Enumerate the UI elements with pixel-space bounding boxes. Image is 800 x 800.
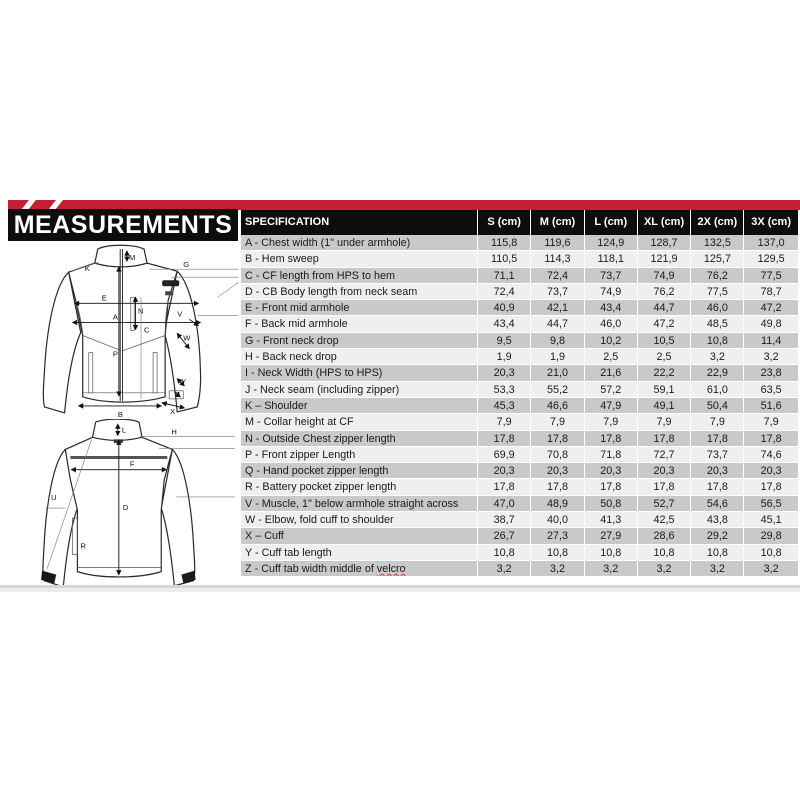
value-cell: 42,1	[531, 300, 584, 316]
value-cell: 10,8	[691, 545, 744, 561]
value-cell: 7,9	[585, 414, 638, 430]
value-cell: 11,4	[744, 333, 797, 349]
value-cell: 110,5	[478, 251, 531, 267]
spec-column-header: SPECIFICATION	[241, 210, 478, 235]
spec-cell: C - CF length from HPS to hem	[241, 268, 478, 284]
value-cell: 17,8	[585, 479, 638, 495]
value-cell: 10,8	[744, 545, 797, 561]
value-cell: 78,7	[744, 284, 797, 300]
spec-cell: W - Elbow, fold cuff to shoulder	[241, 512, 478, 528]
value-cell: 40,9	[478, 300, 531, 316]
page-title	[8, 209, 238, 241]
value-cell: 27,9	[585, 528, 638, 544]
value-cell: 1,9	[478, 349, 531, 365]
value-cell: 27,3	[531, 528, 584, 544]
svg-text:D: D	[122, 503, 129, 513]
value-cell: 73,7	[691, 447, 744, 463]
value-cell: 20,3	[691, 463, 744, 479]
table-row	[241, 251, 798, 267]
spec-cell: Z - Cuff tab width middle of velcro	[241, 561, 478, 577]
value-cell: 44,7	[638, 300, 691, 316]
value-cell: 57,2	[585, 382, 638, 398]
value-cell: 46,0	[585, 316, 638, 332]
value-cell: 17,8	[478, 431, 531, 447]
value-cell: 20,3	[478, 463, 531, 479]
value-cell: 42,5	[638, 512, 691, 528]
value-cell: 3,2	[585, 561, 638, 577]
value-cell: 22,9	[691, 365, 744, 381]
table-row	[241, 300, 798, 316]
svg-text:E: E	[101, 293, 107, 303]
value-cell: 17,8	[585, 431, 638, 447]
spec-cell: M - Collar height at CF	[241, 414, 478, 430]
value-cell: 43,8	[691, 512, 744, 528]
value-cell: 7,9	[744, 414, 797, 430]
svg-text:C: C	[144, 325, 150, 335]
spec-table	[241, 210, 798, 577]
jacket-back-diagram	[33, 419, 240, 593]
value-cell: 1,9	[531, 349, 584, 365]
value-cell: 73,7	[531, 284, 584, 300]
value-cell: 59,1	[638, 382, 691, 398]
value-cell: 76,2	[691, 268, 744, 284]
value-cell: 3,2	[531, 561, 584, 577]
value-cell: 137,0	[744, 235, 797, 251]
table-row	[241, 365, 798, 381]
value-cell: 20,3	[744, 463, 797, 479]
spec-cell: E - Front mid armhole	[241, 300, 478, 316]
spec-cell: X – Cuff	[241, 528, 478, 544]
value-cell: 9,5	[478, 333, 531, 349]
value-cell: 77,5	[691, 284, 744, 300]
value-cell: 29,2	[691, 528, 744, 544]
column-header: 3X (cm)	[751, 216, 791, 228]
spec-cell: J - Neck seam (including zipper)	[241, 382, 478, 398]
svg-text:F: F	[129, 459, 135, 469]
spec-cell: Q - Hand pocket zipper length	[241, 463, 478, 479]
svg-text:H: H	[171, 427, 177, 437]
table-header-row	[241, 210, 798, 235]
svg-text:G: G	[183, 260, 190, 270]
value-cell: 74,9	[638, 268, 691, 284]
spec-cell: K – Shoulder	[241, 398, 478, 414]
value-cell: 7,9	[531, 414, 584, 430]
value-cell: 132,5	[691, 235, 744, 251]
table-row	[241, 414, 798, 430]
table-row	[241, 398, 798, 414]
table-row	[241, 496, 798, 512]
value-cell: 52,7	[638, 496, 691, 512]
value-cell: 129,5	[744, 251, 797, 267]
svg-text:Z: Z	[175, 389, 180, 399]
value-cell: 72,4	[478, 284, 531, 300]
table-row	[241, 479, 798, 495]
value-cell: 3,2	[691, 561, 744, 577]
spec-cell: V - Muscle, 1" below armhole straight across	[241, 496, 478, 512]
value-cell: 38,7	[478, 512, 531, 528]
value-cell: 114,3	[531, 251, 584, 267]
value-cell: 28,6	[638, 528, 691, 544]
value-cell: 72,7	[638, 447, 691, 463]
value-cell: 73,7	[585, 268, 638, 284]
table-row	[241, 528, 798, 544]
value-cell: 17,8	[531, 431, 584, 447]
value-cell: 3,2	[744, 561, 797, 577]
value-cell: 46,0	[691, 300, 744, 316]
svg-text:L: L	[121, 425, 127, 435]
value-cell: 71,8	[585, 447, 638, 463]
svg-text:Y: Y	[181, 376, 187, 386]
svg-text:P: P	[112, 349, 118, 359]
value-cell: 49,1	[638, 398, 691, 414]
value-cell: 44,7	[531, 316, 584, 332]
value-cell: 77,5	[744, 268, 797, 284]
value-cell: 48,9	[531, 496, 584, 512]
value-cell: 70,8	[531, 447, 584, 463]
svg-text:N: N	[138, 306, 144, 316]
svg-text:M: M	[128, 253, 136, 263]
value-cell: 3,2	[638, 561, 691, 577]
table-row	[241, 447, 798, 463]
column-header: M (cm)	[531, 210, 584, 235]
spec-cell: G - Front neck drop	[241, 333, 478, 349]
value-cell: 115,8	[478, 235, 531, 251]
spec-cell: H - Back neck drop	[241, 349, 478, 365]
value-cell: 3,2	[744, 349, 797, 365]
value-cell: 3,2	[478, 561, 531, 577]
value-cell: 118,1	[585, 251, 638, 267]
table-row	[241, 463, 798, 479]
value-cell: 48,5	[691, 316, 744, 332]
table-row	[241, 333, 798, 349]
value-cell: 10,8	[478, 545, 531, 561]
value-cell: 10,8	[531, 545, 584, 561]
svg-text:U: U	[51, 492, 57, 502]
column-header: L (cm)	[585, 210, 638, 235]
spec-cell: Y - Cuff tab length	[241, 545, 478, 561]
svg-text:K: K	[84, 264, 90, 274]
spec-cell: I - Neck Width (HPS to HPS)	[241, 365, 478, 381]
value-cell: 121,9	[638, 251, 691, 267]
value-cell: 22,2	[638, 365, 691, 381]
table-row	[241, 349, 798, 365]
value-cell: 50,8	[585, 496, 638, 512]
table-row	[241, 382, 798, 398]
value-cell: 9,8	[531, 333, 584, 349]
table-row	[241, 561, 798, 577]
value-cell: 21,0	[531, 365, 584, 381]
value-cell: 26,7	[478, 528, 531, 544]
value-cell: 20,3	[638, 463, 691, 479]
svg-text:R: R	[80, 541, 86, 551]
value-cell: 10,8	[585, 545, 638, 561]
spec-cell: D - CB Body length from neck seam	[241, 284, 478, 300]
value-cell: 17,8	[531, 479, 584, 495]
value-cell: 23,8	[744, 365, 797, 381]
value-cell: 72,4	[531, 268, 584, 284]
column-header: 2X (cm)	[691, 210, 744, 235]
spec-cell: R - Battery pocket zipper length	[241, 479, 478, 495]
value-cell: 128,7	[638, 235, 691, 251]
table-row	[241, 431, 798, 447]
value-cell: 41,3	[585, 512, 638, 528]
value-cell: 10,8	[638, 545, 691, 561]
column-header: XL (cm)	[638, 210, 691, 235]
spec-cell: P - Front zipper Length	[241, 447, 478, 463]
value-cell: 17,8	[638, 479, 691, 495]
value-cell: 69,9	[478, 447, 531, 463]
value-cell: 49,8	[744, 316, 797, 332]
spec-cell: F - Back mid armhole	[241, 316, 478, 332]
value-cell: 7,9	[638, 414, 691, 430]
value-cell: 56,5	[744, 496, 797, 512]
value-cell: 74,6	[744, 447, 797, 463]
value-cell: 45,1	[744, 512, 797, 528]
table-row	[241, 268, 798, 284]
value-cell: 63,5	[744, 382, 797, 398]
value-cell: 55,2	[531, 382, 584, 398]
table-row	[241, 512, 798, 528]
value-cell: 47,2	[638, 316, 691, 332]
value-cell: 3,2	[691, 349, 744, 365]
value-cell: 17,8	[478, 479, 531, 495]
spec-cell: A - Chest width (1" under armhole)	[241, 235, 478, 251]
page-title-text: MEASUREMENTS	[13, 210, 233, 239]
value-cell: 7,9	[478, 414, 531, 430]
svg-text:W: W	[183, 333, 191, 343]
value-cell: 74,9	[585, 284, 638, 300]
value-cell: 47,0	[478, 496, 531, 512]
svg-text:V: V	[177, 309, 183, 319]
value-cell: 61,0	[691, 382, 744, 398]
value-cell: 29,8	[744, 528, 797, 544]
table-row	[241, 545, 798, 561]
value-cell: 51,6	[744, 398, 797, 414]
value-cell: 17,8	[691, 431, 744, 447]
value-cell: 2,5	[585, 349, 638, 365]
value-cell: 125,7	[691, 251, 744, 267]
value-cell: 50,4	[691, 398, 744, 414]
value-cell: 53,3	[478, 382, 531, 398]
value-cell: 46,6	[531, 398, 584, 414]
value-cell: 71,1	[478, 268, 531, 284]
value-cell: 20,3	[585, 463, 638, 479]
value-cell: 119,6	[531, 235, 584, 251]
table-row	[241, 235, 798, 251]
jacket-front-diagram	[30, 240, 242, 426]
sheet-bottom-edge	[0, 585, 800, 592]
value-cell: 21,6	[585, 365, 638, 381]
column-header: S (cm)	[478, 210, 531, 235]
jacket-back-outline	[41, 419, 195, 587]
value-cell: 124,9	[585, 235, 638, 251]
value-cell: 17,8	[744, 431, 797, 447]
misspelled-word: velcro	[376, 562, 406, 575]
value-cell: 45,3	[478, 398, 531, 414]
value-cell: 10,2	[585, 333, 638, 349]
value-cell: 2,5	[638, 349, 691, 365]
value-cell: 76,2	[638, 284, 691, 300]
table-row	[241, 284, 798, 300]
value-cell: 54,6	[691, 496, 744, 512]
table-row	[241, 316, 798, 332]
value-cell: 10,8	[691, 333, 744, 349]
value-cell: 17,8	[638, 431, 691, 447]
value-cell: 10,5	[638, 333, 691, 349]
svg-text:A: A	[112, 312, 118, 322]
value-cell: 20,3	[478, 365, 531, 381]
value-cell: 43,4	[585, 300, 638, 316]
jacket-front-outline	[43, 245, 200, 413]
value-cell: 17,8	[691, 479, 744, 495]
value-cell: 20,3	[531, 463, 584, 479]
value-cell: 17,8	[744, 479, 797, 495]
value-cell: 47,2	[744, 300, 797, 316]
value-cell: 47,9	[585, 398, 638, 414]
svg-text:X: X	[170, 406, 176, 416]
value-cell: 43,4	[478, 316, 531, 332]
spec-cell: B - Hem sweep	[241, 251, 478, 267]
spec-cell: N - Outside Chest zipper length	[241, 431, 478, 447]
value-cell: 7,9	[691, 414, 744, 430]
svg-text:B: B	[117, 409, 123, 419]
value-cell: 40,0	[531, 512, 584, 528]
